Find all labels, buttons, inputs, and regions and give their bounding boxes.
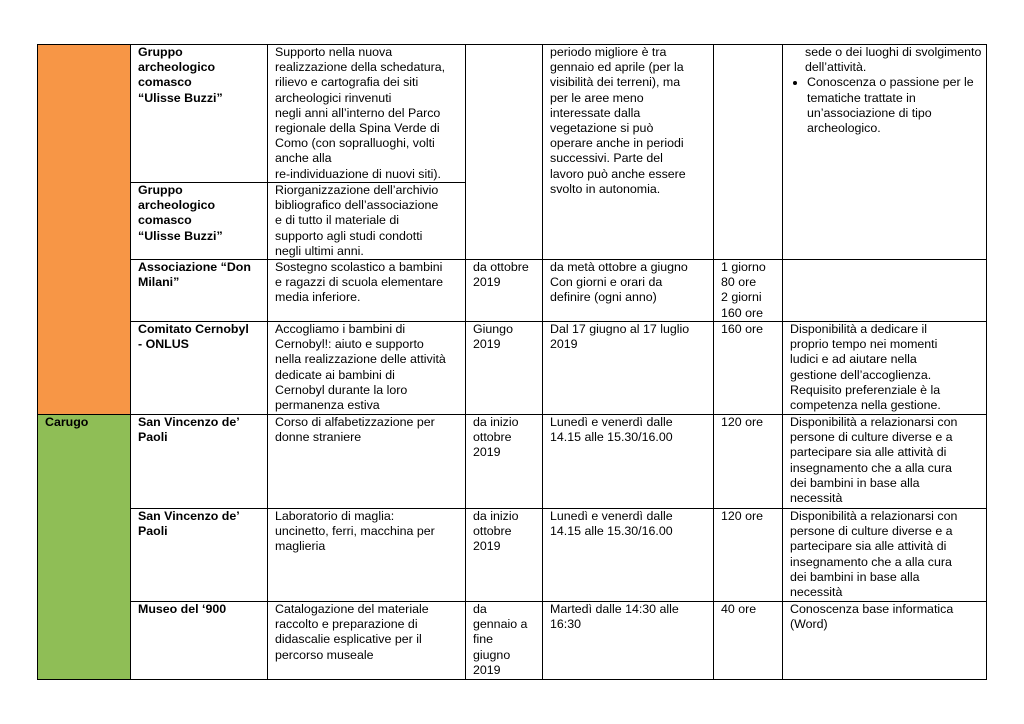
start-cell: Giungo 2019 — [466, 322, 543, 415]
start-cell: da inizio ottobre 2019 — [466, 415, 543, 509]
town-cell-orange — [38, 45, 131, 415]
hours-cell: 120 ore — [714, 509, 783, 602]
town-cell-carugo: Carugo — [38, 415, 131, 680]
period-cell: Lunedì e venerdì dalle 14.15 alle 15.30/16.00 — [543, 509, 714, 602]
table-row — [38, 415, 987, 509]
start-cell — [466, 45, 543, 260]
activity-cell: Riorganizzazione dell’archivio bibliografico dell’associazione e di tutto il materiale di supporto agli studi condotti negli ultimi anni. — [268, 183, 466, 260]
association-cell: San Vincenzo de’ Paoli — [131, 509, 268, 602]
requirements-cell: Disponibilità a relazionarsi con persone di culture diverse e a partecipare sia alle attività di insegnamento che a alla cura dei bambini in base alla necessità — [783, 509, 987, 602]
hours-cell: 160 ore — [714, 322, 783, 415]
activity-cell: Accogliamo i bambini di Cernobyl!: aiuto e supporto nella realizzazione delle attività dedicate ai bambini di Cernobyl durante la loro permanenza estiva — [268, 322, 466, 415]
requirements-cell — [783, 45, 987, 260]
requirements-cell: Conoscenza base informatica (Word) — [783, 602, 987, 680]
table-row — [38, 260, 987, 322]
association-cell: Comitato Cernobyl - ONLUS — [131, 322, 268, 415]
requirements-cell: Disponibilità a dedicare il proprio tempo nei momenti ludici e ad aiutare nella gestione dell’accoglienza. Requisito preferenziale è la competenza nella gestione. — [783, 322, 987, 415]
start-cell: da ottobre 2019 — [466, 260, 543, 322]
table-row — [38, 322, 987, 415]
activity-cell: Catalogazione del materiale raccolto e preparazione di didascalie esplicative per il percorso museale — [268, 602, 466, 680]
association-cell: Gruppo archeologico comasco “Ulisse Buzzi” — [131, 183, 268, 260]
activity-cell: Sostegno scolastico a bambini e ragazzi di scuola elementare media inferiore. — [268, 260, 466, 322]
period-cell: periodo migliore è tra gennaio ed aprile (per la visibilità dei terreni), ma per le aree meno interessate dalla vegetazione si può operare anche in periodi successivi. Parte del lavoro può anche essere svolto in autonomia. — [543, 45, 714, 260]
table-row — [38, 509, 987, 602]
activity-cell: Corso di alfabetizzazione per donne straniere — [268, 415, 466, 509]
start-cell: da gennaio a fine giugno 2019 — [466, 602, 543, 680]
hours-cell: 120 ore — [714, 415, 783, 509]
activity-cell: Laboratorio di maglia: uncinetto, ferri, macchina per maglieria — [268, 509, 466, 602]
association-cell: Museo del ‘900 — [131, 602, 268, 680]
association-cell: Associazione “Don Milani” — [131, 260, 268, 322]
list-item: • Conoscenza o passione per le tematiche trattate in un’associazione di tipo archeologico. — [807, 75, 982, 136]
period-cell: Dal 17 giugno al 17 luglio 2019 — [543, 322, 714, 415]
requirements-cell — [783, 260, 987, 322]
volunteer-activities-table — [37, 44, 987, 680]
requirements-list — [790, 75, 982, 136]
table-row — [38, 602, 987, 680]
association-cell: Gruppo archeologico comasco “Ulisse Buzzi” — [131, 45, 268, 183]
table-row — [38, 45, 987, 183]
period-cell: Martedì dalle 14:30 alle 16:30 — [543, 602, 714, 680]
activity-cell: Supporto nella nuova realizzazione della schedatura, rilievo e cartografia dei siti archeologici rinvenuti negli anni all’interno del Parco regionale della Spina Verde di Como (con sopralluoghi, volti anche alla re-individuazione di nuovi siti). — [268, 45, 466, 183]
hours-cell — [714, 45, 783, 260]
hours-cell: 1 giorno 80 ore 2 giorni 160 ore — [714, 260, 783, 322]
start-cell: da inizio ottobre 2019 — [466, 509, 543, 602]
requirements-cell: Disponibilità a relazionarsi con persone di culture diverse e a partecipare sia alle attività di insegnamento che a alla cura dei bambini in base alla necessità — [783, 415, 987, 509]
association-cell: San Vincenzo de’ Paoli — [131, 415, 268, 509]
hours-cell: 40 ore — [714, 602, 783, 680]
period-cell: Lunedì e venerdì dalle 14.15 alle 15.30/16.00 — [543, 415, 714, 509]
requirements-continuation: sede o dei luoghi di svolgimento dell’attività. — [805, 45, 982, 75]
period-cell: da metà ottobre a giugno Con giorni e orari da definire (ogni anno) — [543, 260, 714, 322]
